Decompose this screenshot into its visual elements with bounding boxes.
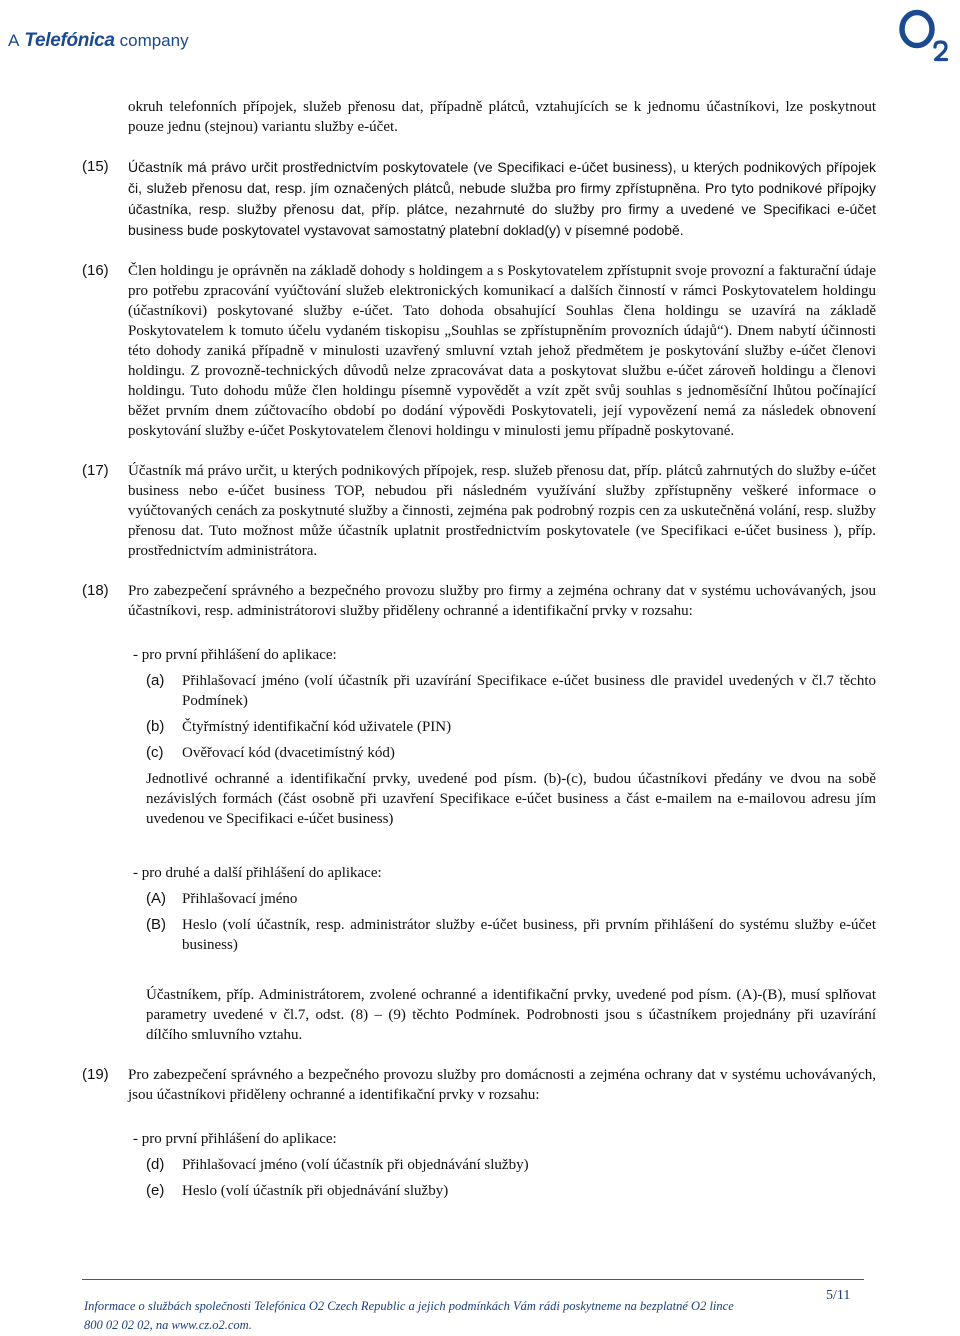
list-item	[0, 1155, 960, 1175]
list-item-letter: (d)	[146, 1156, 165, 1173]
paragraph-15-text-b: jím označených plátců, nebude služba pro firmy zpřístupněna. Pro tyto podnikové přípojky účastníka, resp. služby přenosu dat, příp. plátce, nezahrnuté do služby pro firmy a uvedené ve Specifikaci e-účet business bude poskytovatel vystavovat samostatný platební doklad(y) v písemné podobě.	[128, 180, 876, 238]
list-item-letter: (a)	[146, 672, 165, 689]
page-footer	[84, 1297, 804, 1335]
paragraph-17-text: Účastník má právo určit, u kterých podnikových přípojek, resp. služeb přenosu dat, příp. plátců zahrnutých do služby e-účet business nebo e-účet business TOP, nebudou při následném využívání služby zpřístupněny veškeré informace o vyúčtovaných cenách za poskytnuté služby a činnosti, zejména pak podrobný rozpis cen za uskutečněná volání, resp. služby přenosu dat. Tuto možnost může účastník uplatnit prostřednictvím poskytovatele (ve Specifikaci e-účet business ), příp. prostřednictvím administrátora.	[128, 463, 876, 559]
list-item-letter: (b)	[146, 718, 165, 735]
list-item-text: Čtyřmístný identifikační kód uživatele (PIN)	[182, 719, 452, 735]
page-header	[0, 0, 960, 70]
paragraph-number: (19)	[82, 1066, 109, 1083]
list-item	[0, 717, 960, 737]
paragraph-number: (15)	[82, 158, 109, 175]
list-item-text: Ověřovací kód (dvacetimístný kód)	[182, 745, 395, 761]
paragraph-19	[0, 1065, 960, 1105]
paragraph-17	[0, 461, 960, 561]
page-number: 5/11	[826, 1288, 851, 1303]
brand-a: A	[8, 31, 20, 50]
paragraph-16	[0, 261, 960, 441]
brand-company: company	[119, 31, 189, 50]
paragraph-18	[0, 581, 960, 621]
paragraph-number: (17)	[82, 462, 109, 479]
list-item-letter: (A)	[146, 890, 166, 907]
list-item	[0, 671, 960, 711]
second-login-heading: - pro druhé a další přihlášení do aplikace:	[133, 865, 382, 881]
second-login-note: Účastníkem, příp. Administrátorem, zvolené ochranné a identifikační prvky, uvedené pod písm. (A)-(B), musí splňovat parametry uvedené v čl.7, odst. (8) – (9) těchto Podmínek. Podrobnosti jsou s účastníkem projednány při uzavírání dílčího smluvního vztahu.	[146, 987, 876, 1043]
intro-paragraph: okruh telefonních přípojek, služeb přenosu dat, případně plátců, vztahujících se k jednomu účastníkovi, lze poskytnout pouze jednu (stejnou) variantu služby e-účet.	[128, 99, 876, 135]
paragraph-19-text: Pro zabezpečení správného a bezpečného provozu služby pro domácnosti a zejména ochrany dat v systému uchovávaných, jsou účastníkovi přiděleny ochranné a identifikační prvky v rozsahu:	[128, 1067, 876, 1103]
footer-divider	[82, 1279, 864, 1280]
list-item	[0, 915, 960, 955]
first-login-note: Jednotlivé ochranné a identifikační prvky, uvedené pod písm. (b)-(c), budou účastníkovi předány ve dvou na sobě nezávislých formách (část osobně při uzavření Specifikace e-účet business a část e-mailem na e-mailovou adresu jím uvedenou ve Specifikaci e-účet business)	[146, 771, 876, 827]
first-login-heading: - pro první přihlášení do aplikace:	[133, 647, 337, 663]
footer-line-1: Informace o službách společnosti Telefónica O2 Czech Republic a jejich podmínkách Vám rádi poskytneme na bezplatné O2 lince	[84, 1299, 734, 1313]
list-item	[0, 743, 960, 763]
paragraph-15-text-a: Účastník má právo určit prostřednictvím poskytovatele (ve Specifikaci e-účet business), u kterých podnikových přípojek či, služeb přenosu dat, resp.	[128, 159, 876, 196]
paragraph-number: (18)	[82, 582, 109, 599]
list-item-letter: (c)	[146, 744, 164, 761]
list-item-letter: (e)	[146, 1182, 165, 1199]
document-body	[0, 92, 960, 1201]
footer-line-2: 800 02 02 02, na www.cz.o2.com.	[84, 1318, 252, 1332]
list-item-letter: (B)	[146, 916, 166, 933]
list-item-text: Heslo (volí účastník, resp. administrátor služby e-účet business, při prvním přihlášení do systému služby e-účet business)	[182, 917, 876, 953]
paragraph-15	[0, 157, 960, 241]
list-item	[0, 1181, 960, 1201]
o2-logo-icon	[898, 4, 954, 64]
list-item-text: Přihlašovací jméno (volí účastník při uzavírání Specifikace e-účet business dle pravidel uvedených v čl.7 těchto Podmínek)	[182, 673, 876, 709]
paragraph-18-text: Pro zabezpečení správného a bezpečného provozu služby pro firmy a zejména ochrany dat v systému uchovávaných, jsou účastníkovi, resp. administrátorovi služby přiděleny ochranné a identifikační prvky v rozsahu:	[128, 583, 876, 619]
list-item-text: Přihlašovací jméno	[182, 891, 298, 907]
list-item	[0, 889, 960, 909]
first-login-heading: - pro první přihlášení do aplikace:	[133, 1131, 337, 1147]
telefonica-logo: Telefónica	[24, 30, 115, 51]
paragraph-number: (16)	[82, 262, 109, 279]
list-item-text: Přihlašovací jméno (volí účastník při objednávání služby)	[182, 1157, 529, 1173]
list-item-text: Heslo (volí účastník při objednávání služby)	[182, 1183, 449, 1199]
telefonica-brand	[8, 30, 189, 52]
paragraph-16-text: Člen holdingu je oprávněn na základě dohody s holdingem a s Poskytovatelem zpřístupnit svoje provozní a fakturační údaje pro potřebu zpracování vyúčtování služeb elektronických komunikací a dalších činností v rámci Poskytovatelem holdingu (účastníkovi) poskytované služby e-účet. Tato dohoda obsahující Souhlas člena holdingu se uzavírá na základě Poskytovatelem k tomuto účelu vydaném tiskopisu „Souhlas se zpřístupněním provozních údajů“). Dnem nabytí účinnosti této dohody zaniká případně v minulosti uzavřený smluvní vztah jehož předmětem je poskytování služby e-účet členovi holdingu. Z provozně-technických důvodů nelze zpracovávat data a poskytovat službu e-účet zároveň holdingu a členovi holdingu. Tuto dohodu může člen holdingu písemně vypovědět a vzít zpět svůj souhlas s jednoměsíční lhůtou počínající běžet prvním dnem zúčtovacího období po dodání výpovědi Poskytovateli, její vypovězení nemá za následek obnovení poskytování služby e-účet Poskytovatelem členovi holdingu v minulosti jemu případně poskytované.	[128, 263, 876, 439]
